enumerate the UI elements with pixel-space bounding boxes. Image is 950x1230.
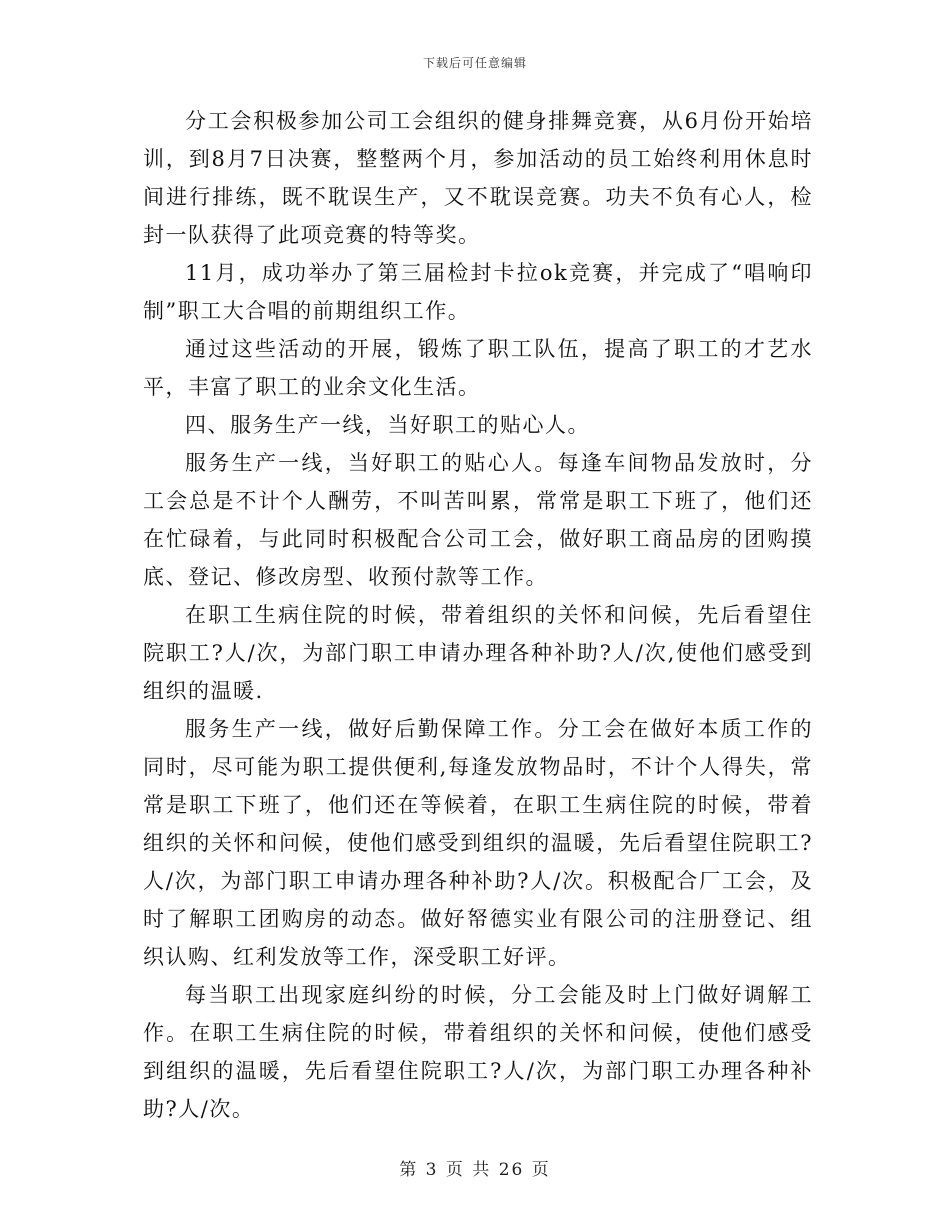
paragraph-hospital-visits: 在职工生病住院的时候，带着组织的关怀和问候，先后看望住院职工?人/次，为部门职工申请办理各种补助?人/次,使他们感受到组织的温暖.: [143, 603, 813, 703]
page-footer: 第 3 页 共 26 页: [399, 1160, 551, 1180]
paragraph-service-frontline: 服务生产一线，当好职工的贴心人。每逢车间物品发放时，分工会总是不计个人酬劳，不叫苦叫累，常常是职工下班了，他们还在忙碌着，与此同时积极配合公司工会，做好职工商品房的团购摸底、登记、修改房型、收预付款等工作。: [143, 451, 813, 589]
section-heading-service: 四、服务生产一线，当好职工的贴心人。: [185, 413, 590, 437]
paragraph-activities-summary: 通过这些活动的开展，锻炼了职工队伍，提高了职工的才艺水平，丰富了职工的业余文化生活。: [143, 337, 813, 399]
paragraph-dance-competition: 分工会积极参加公司工会组织的健身排舞竞赛，从6月份开始培训，到8月7日决赛，整整两个月，参加活动的员工始终利用休息时间进行排练，既不耽误生产，又不耽误竞赛。功夫不负有心人，检封一队获得了此项竞赛的特等奖。: [143, 109, 813, 247]
document-body: [143, 102, 813, 1128]
page-header: 下载后可任意编辑: [422, 56, 527, 70]
paragraph-karaoke-competition: 11月，成功举办了第三届检封卡拉ok竞赛，并完成了“唱响印制”职工大合唱的前期组织工作。: [143, 261, 813, 323]
paragraph-family-mediation: 每当职工出现家庭纠纷的时候，分工会能及时上门做好调解工作。在职工生病住院的时候，带着组织的关怀和问候，使他们感受到组织的温暖，先后看望住院职工?人/次，为部门职工办理各种补助?人/次。: [143, 983, 813, 1121]
paragraph-logistics-support: 服务生产一线，做好后勤保障工作。分工会在做好本质工作的同时，尽可能为职工提供便利,每逢发放物品时，不计个人得失，常常是职工下班了，他们还在等候着，在职工生病住院的时候，带着组织的关怀和问候，使他们感受到组织的温暖，先后看望住院职工?人/次，为部门职工申请办理各种补助?人/次。积极配合厂工会，及时了解职工团购房的动态。做好帑德实业有限公司的注册登记、组织认购、红利发放等工作，深受职工好评。: [143, 717, 813, 969]
